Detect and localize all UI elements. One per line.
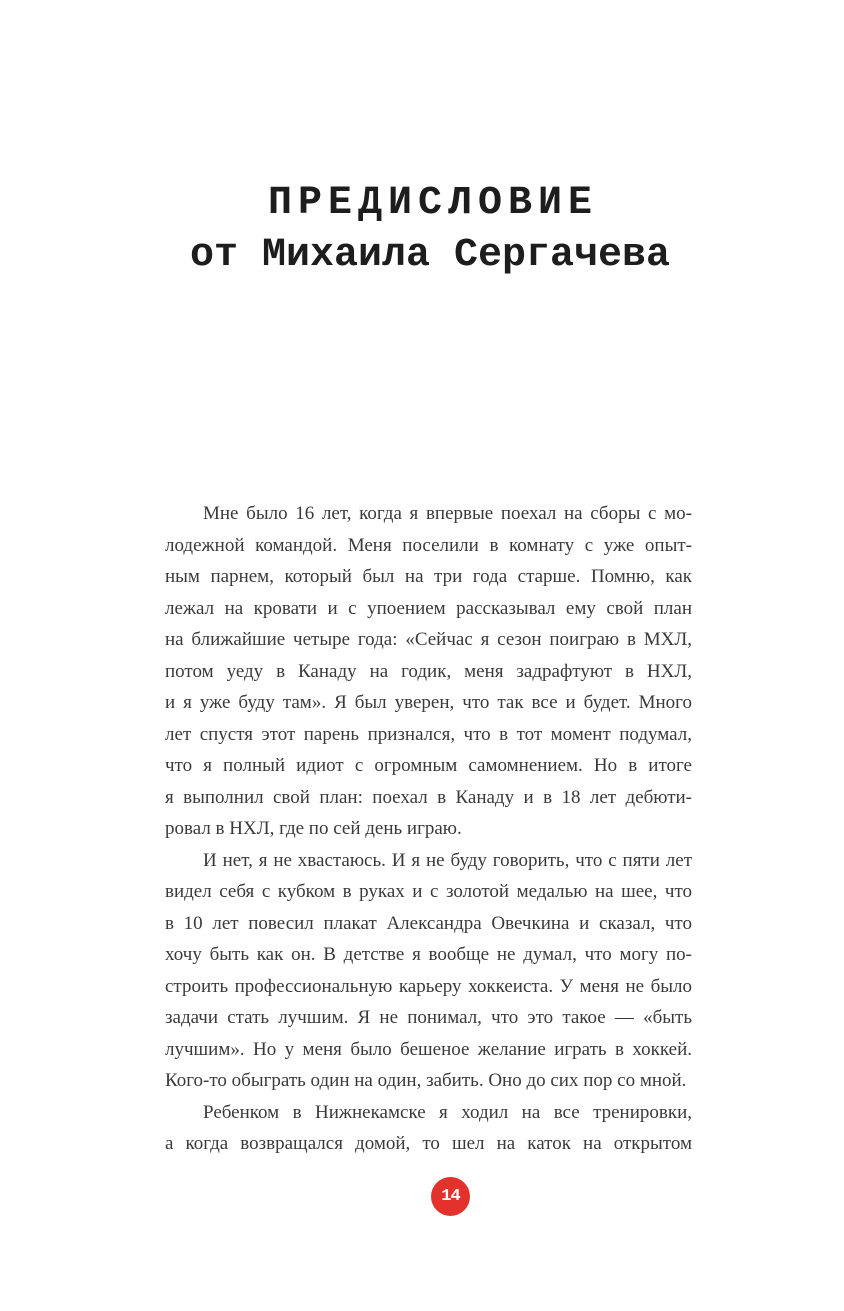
page-number-badge [431, 1177, 470, 1216]
text-line: Ребенком в Нижнекамске я ходил на все тренировки, [203, 1101, 692, 1123]
chapter-title-line2: от Михаила Сергачева [189, 233, 671, 278]
text-line: хочу быть как он. В детстве я вообще не думал, что могу по- [165, 944, 692, 965]
text-line: лодежной командой. Меня поселили в комнату с уже опыт- [165, 534, 692, 556]
text-line: ным парнем, который был на три года старше. Помню, как [165, 566, 692, 587]
text-line: и я уже буду там». Я был уверен, что так все и будет. Много [165, 692, 692, 713]
text-line: потом уеду в Канаду на годик, меня задрафтуют в НХЛ, [165, 660, 692, 682]
text-line: строить профессиональную карьеру хоккеиста. У меня не было [165, 975, 692, 997]
chapter-title-line1: ПРЕДИСЛОВИЕ [267, 181, 599, 226]
page-number: 14 [441, 1187, 460, 1206]
text-line: И нет, я не хвастаюсь. И я не буду говорить, что с пяти лет [203, 849, 692, 871]
text-line: что я полный идиот с огромным самомнением. Но в итоге [165, 755, 692, 776]
text-line: лет спустя этот парень признался, что в тот момент подумал, [165, 723, 692, 745]
text-line: а когда возвращался домой, то шел на каток на открытом [165, 1133, 692, 1154]
text-line: лучшим». Но у меня было бешеное желание играть в хоккей. [165, 1038, 692, 1060]
text-line: задачи стать лучшим. Я не понимал, что это такое — «быть [165, 1007, 692, 1028]
text-line: ровал в НХЛ, где по сей день играю. [165, 818, 462, 839]
chapter-title [120, 178, 740, 282]
text-line: видел себя с кубком в руках и с золотой медалью на шее, что [165, 881, 692, 902]
text-line: я выполнил свой план: поехал в Канаду и в 18 лет дебюти- [165, 786, 692, 808]
text-line: Мне было 16 лет, когда я впервые поехал на сборы с мо- [203, 503, 692, 524]
text-line: лежал на кровати и с упоением рассказывал ему свой план [165, 597, 692, 619]
body-text [165, 498, 692, 1160]
text-line: на ближайшие четыре года: «Сейчас я сезон поиграю в МХЛ, [165, 629, 692, 650]
text-line: Кого-то обыграть один на один, забить. Оно до сих пор со мной. [165, 1070, 687, 1091]
text-line: в 10 лет повесил плакат Александра Овечкина и сказал, что [165, 912, 692, 934]
